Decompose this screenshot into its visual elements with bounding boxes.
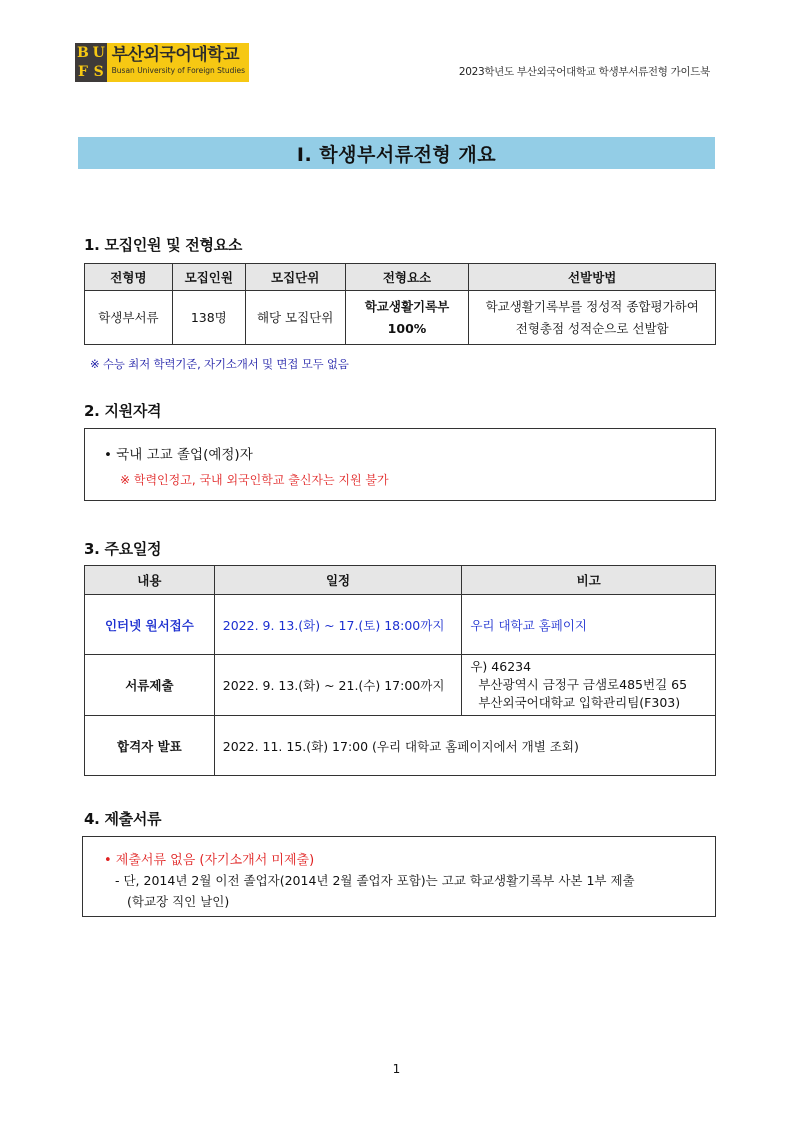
eligibility-item: • 국내 고교 졸업(예정)자	[104, 447, 253, 463]
schedule-date: 2022. 11. 15.(화) 17:00 (우리 대학교 홈페이지에서 개별 조회)	[214, 716, 715, 776]
schedule-remark: 우리 대학교 홈페이지	[462, 595, 716, 655]
table-row	[85, 655, 716, 716]
documents-sub-item: - 단, 2014년 2월 이전 졸업자(2014년 2월 졸업자 포함)는 고교 학교생활기록부 사본 1부 제출	[115, 873, 635, 888]
logo-letter: U	[92, 44, 105, 61]
recruitment-table	[84, 263, 716, 345]
column-header: 모집단위	[245, 264, 345, 291]
column-header: 비고	[462, 566, 716, 595]
column-header: 일정	[214, 566, 462, 595]
table-row	[85, 291, 716, 345]
schedule-date: 2022. 9. 13.(화) ~ 17.(토) 18:00까지	[214, 595, 462, 655]
table-row	[85, 595, 716, 655]
documents-sub-item: (학교장 직인 날인)	[127, 894, 230, 909]
university-logo	[75, 43, 249, 82]
schedule-table	[84, 565, 716, 776]
postal-code: 우) 46234	[470, 659, 532, 674]
logo-mark	[75, 43, 107, 82]
logo-korean-name: 부산외국어대학교	[111, 45, 240, 65]
recruit-count-cell: 138명	[172, 291, 245, 345]
selection-element-percent: 100%	[387, 320, 427, 336]
section-heading-documents: 4. 제출서류	[84, 810, 162, 828]
section-heading-recruitment: 1. 모집인원 및 전형요소	[84, 236, 243, 254]
column-header: 선발방법	[469, 264, 716, 291]
address-line: 부산외국어대학교 입학관리팀(F303)	[478, 695, 681, 710]
logo-letter: F	[77, 64, 88, 81]
selection-method-cell	[469, 291, 716, 345]
section-heading-schedule: 3. 주요일정	[84, 540, 162, 558]
schedule-date: 2022. 9. 13.(화) ~ 21.(수) 17:00까지	[214, 655, 462, 716]
selection-element-name: 학교생활기록부	[364, 298, 450, 314]
guide-title: 2023학년도 부산외국어대학교 학생부서류전형 가이드북	[458, 66, 710, 78]
table-header-row	[85, 566, 716, 595]
column-header: 모집인원	[172, 264, 245, 291]
recruitment-note: ※ 수능 최저 학력기준, 자기소개서 및 면접 모두 없음	[90, 357, 349, 371]
logo-letter: B	[76, 44, 89, 61]
selection-method-line: 전형총점 성적순으로 선발함	[515, 320, 669, 336]
column-header: 내용	[85, 566, 215, 595]
schedule-label: 서류제출	[85, 655, 215, 716]
section-heading-eligibility: 2. 지원자격	[84, 402, 162, 420]
page-number: 1	[392, 1062, 401, 1076]
logo-letter: S	[93, 64, 104, 81]
address-line: 부산광역시 금정구 금샘로485번길 65	[478, 677, 688, 692]
table-row	[85, 716, 716, 776]
schedule-label: 합격자 발표	[85, 716, 215, 776]
logo-english-name: Busan University of Foreign Studies	[111, 66, 245, 75]
page-title: Ⅰ. 학생부서류전형 개요	[78, 137, 715, 169]
column-header: 전형요소	[345, 264, 469, 291]
schedule-label: 인터넷 원서접수	[85, 595, 215, 655]
schedule-remark	[462, 655, 716, 716]
documents-item: • 제출서류 없음 (자기소개서 미제출)	[104, 853, 315, 868]
eligibility-box	[84, 428, 716, 501]
eligibility-warning: ※ 학력인정고, 국내 외국인학교 출신자는 지원 불가	[120, 473, 389, 487]
recruit-unit-cell: 해당 모집단위	[245, 291, 345, 345]
logo-wordmark	[107, 43, 249, 82]
selection-method-line: 학교생활기록부를 정성적 종합평가하여	[485, 298, 699, 314]
table-header-row	[85, 264, 716, 291]
admission-type-cell: 학생부서류	[85, 291, 173, 345]
selection-element-cell	[345, 291, 469, 345]
column-header: 전형명	[85, 264, 173, 291]
